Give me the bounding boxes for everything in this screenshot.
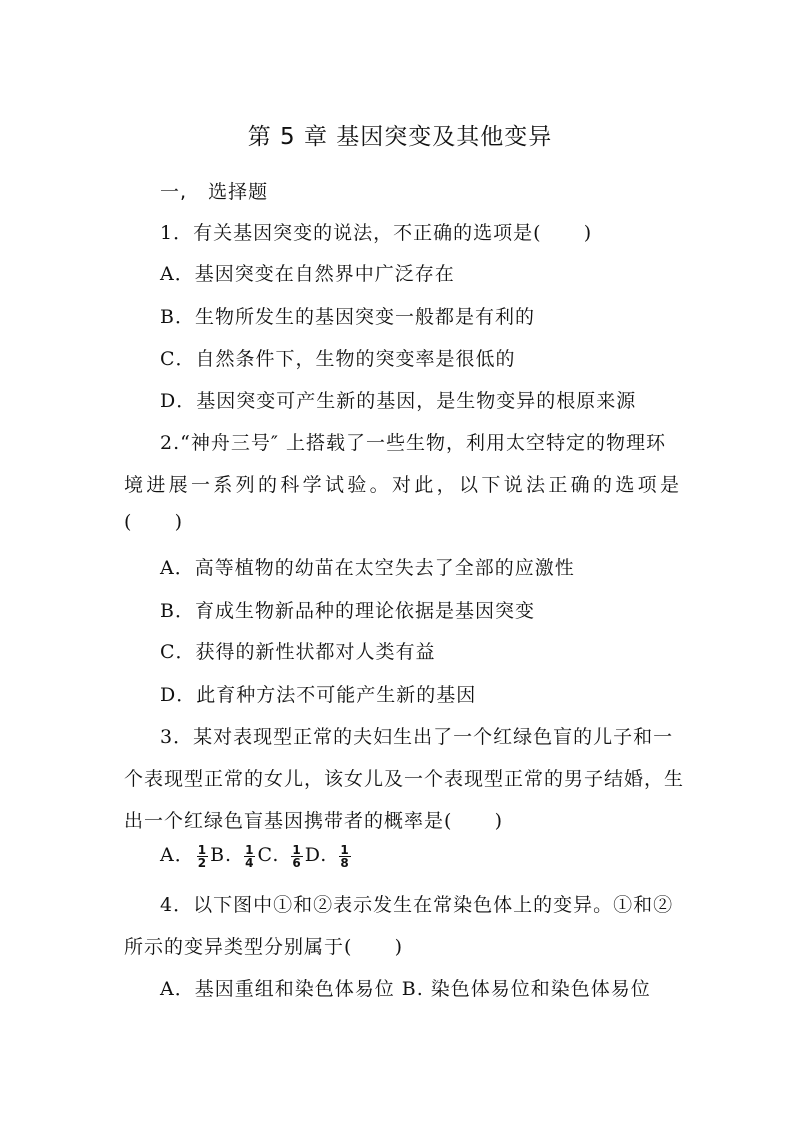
question-4-option-a: A．基因重组和染色体易位 B. 染色体易位和染色体易位 xyxy=(160,978,651,1000)
question-1-option-d: D．基因突变可产生新的基因，是生物变异的根原来源 xyxy=(160,390,637,412)
question-2-stem-line-2: 境进展一系列的科学试验。对此，以下说法正确的选项是 xyxy=(124,474,680,496)
question-1-stem: 1．有关基因突变的说法，不正确的选项是( ) xyxy=(160,222,593,244)
fraction-denominator: 8 xyxy=(340,855,350,870)
option-b-label: B. xyxy=(210,844,233,866)
fraction-numerator: 1 xyxy=(292,842,302,857)
question-4-stem-line-1: 4．以下图中①和②表示发生在常染色体上的变异。①和② xyxy=(160,894,674,916)
question-3-stem-line-1: 3．某对表现型正常的夫妇生出了一个红绿色盲的儿子和一 xyxy=(160,726,674,748)
chapter-title: 第 5 章 基因突变及其他变异 xyxy=(247,124,553,150)
section-heading: 一, 选择题 xyxy=(160,181,269,203)
question-1-option-b: B．生物所发生的基因突变一般都是有利的 xyxy=(160,306,535,328)
question-3-options xyxy=(160,840,353,869)
fraction-denominator: 4 xyxy=(245,855,255,870)
option-a-fraction xyxy=(197,844,208,869)
question-2-stem-line-3: ( ) xyxy=(124,511,184,533)
option-b-fraction xyxy=(244,844,255,869)
question-3-stem-line-3: 出一个红绿色盲基因携带者的概率是( ) xyxy=(124,810,504,832)
fraction-numerator: 1 xyxy=(197,842,208,857)
option-d-label: D. xyxy=(304,844,328,866)
question-2-option-c: C．获得的新性状都对人类有益 xyxy=(160,641,436,663)
question-1-option-a: A．基因突变在自然界中广泛存在 xyxy=(160,263,455,285)
question-2-option-b: B．育成生物新品种的理论依据是基因突变 xyxy=(160,600,535,622)
question-2-option-d: D．此育种方法不可能产生新的基因 xyxy=(160,684,477,706)
fraction-numerator: 1 xyxy=(245,842,255,857)
question-3-stem-line-2: 个表现型正常的女儿，该女儿及一个表现型正常的男子结婚，生 xyxy=(124,768,685,790)
option-c-fraction xyxy=(291,844,302,869)
question-1-option-c: C．自然条件下，生物的突变率是很低的 xyxy=(160,348,516,370)
question-4-stem-line-2: 所示的变异类型分别属于( ) xyxy=(124,936,404,958)
fraction-denominator: 6 xyxy=(292,855,302,870)
option-a-label: A． xyxy=(160,844,195,866)
question-2-option-a: A．高等植物的幼苗在太空失去了全部的应激性 xyxy=(160,557,575,579)
option-d-fraction xyxy=(339,844,350,869)
option-c-label: C. xyxy=(257,844,280,866)
fraction-denominator: 2 xyxy=(197,855,208,870)
fraction-numerator: 1 xyxy=(340,842,350,857)
question-2-stem-line-1: 2.“神舟三号″ 上搭载了一些生物，利用太空特定的物理环 xyxy=(160,432,666,454)
